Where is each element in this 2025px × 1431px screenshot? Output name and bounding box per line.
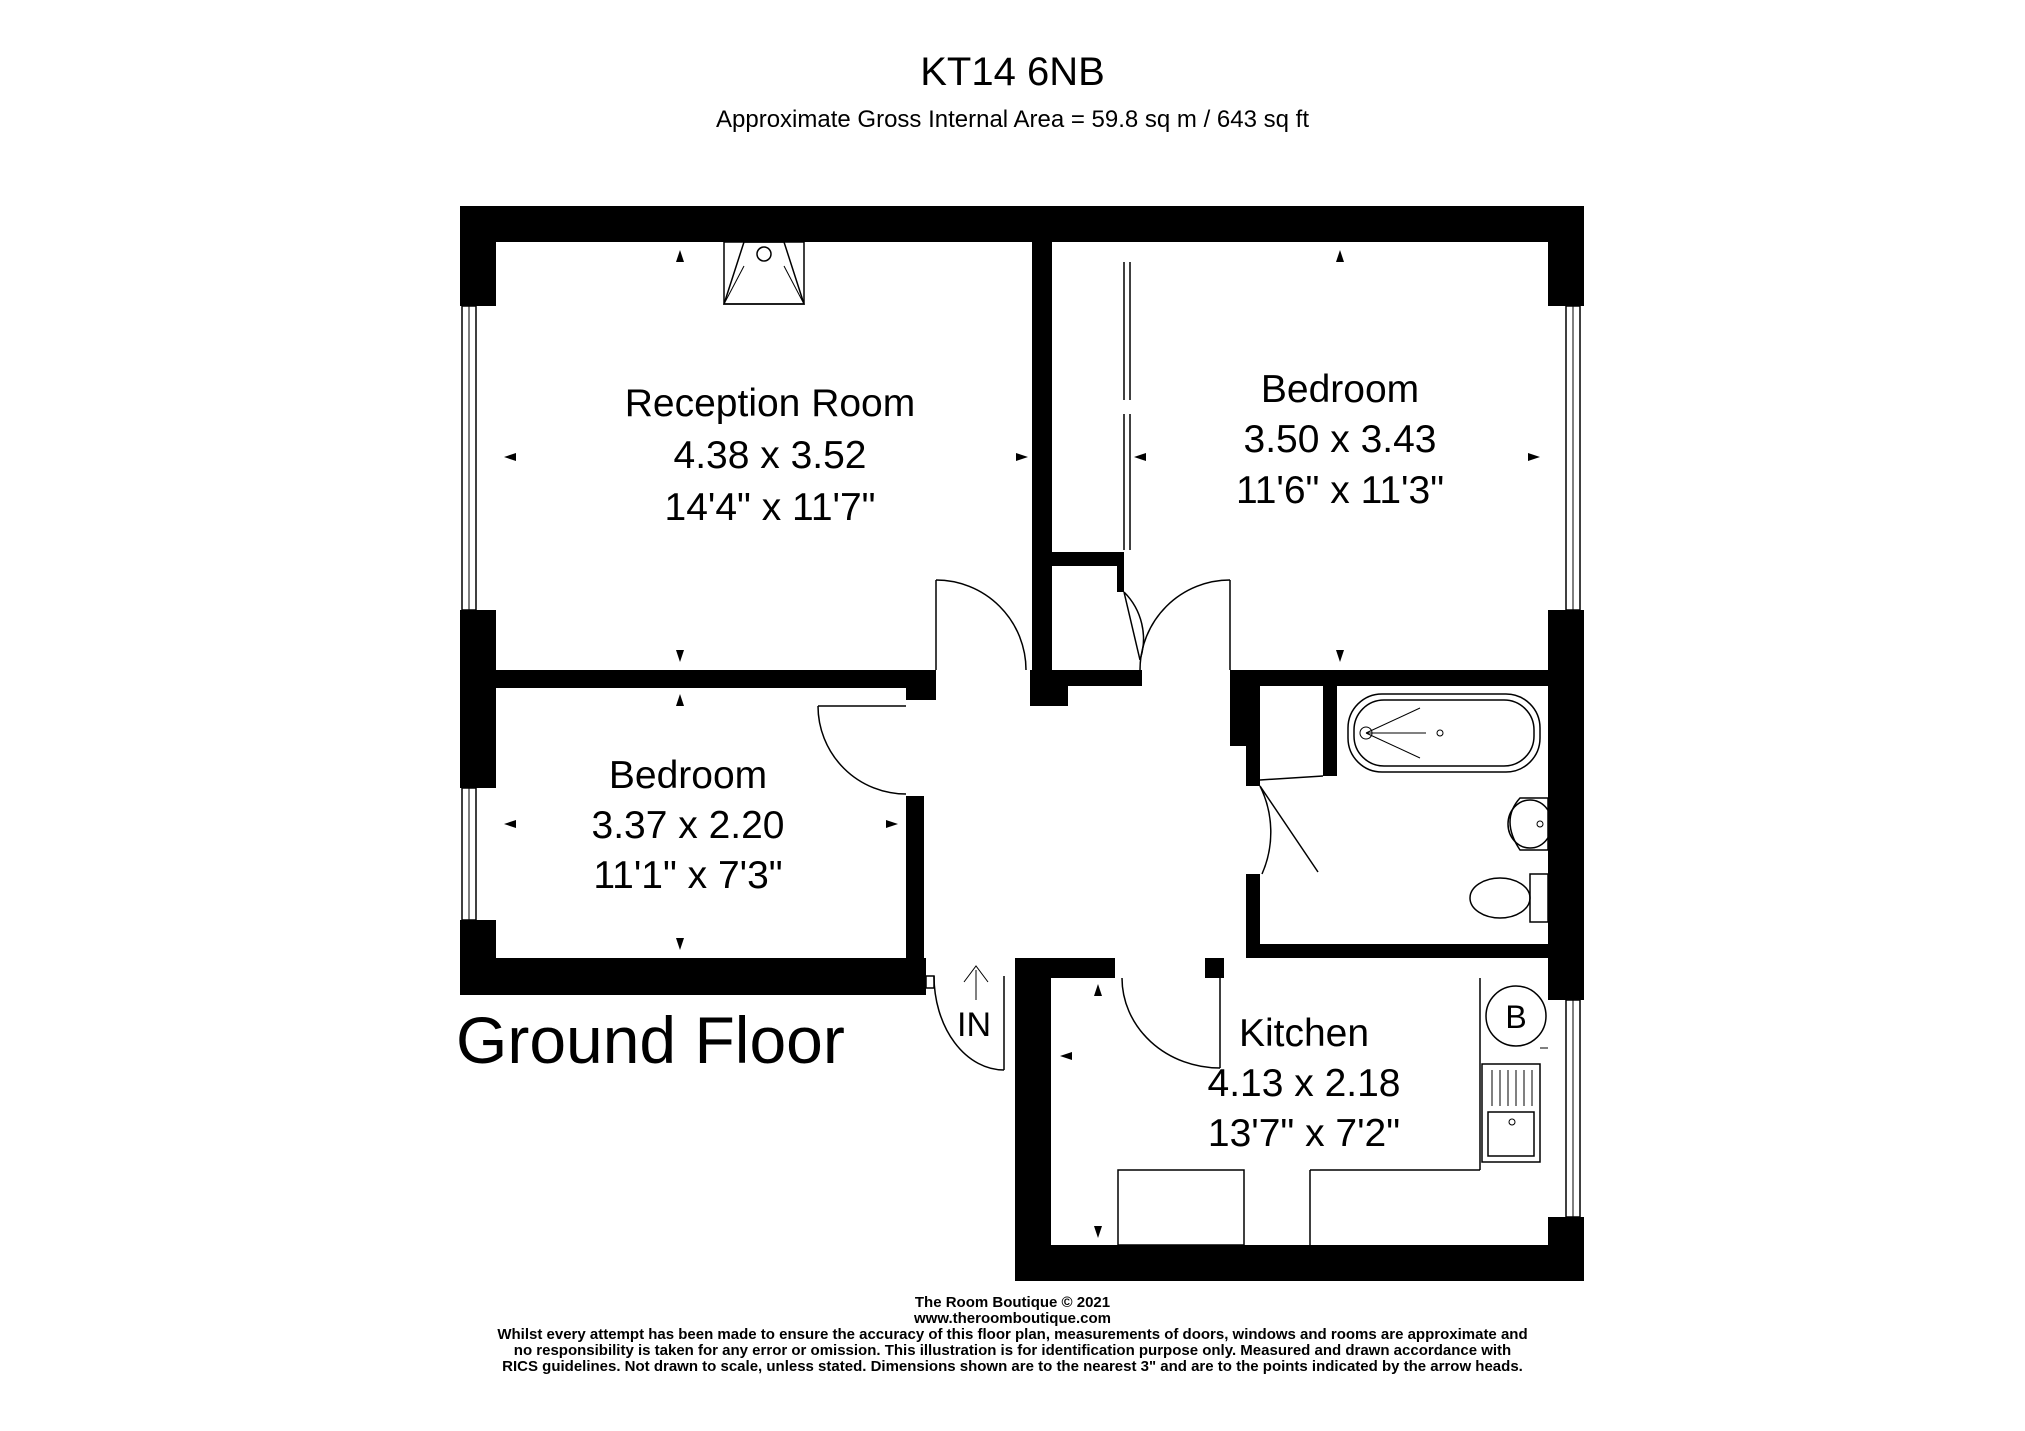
room-name: Bedroom (1260, 368, 1420, 411)
bathroom-fixtures (1348, 694, 1552, 922)
boiler-label: B (1505, 999, 1527, 1035)
company-name: The Room Boutique © 2021 (914, 1294, 1111, 1311)
room-reception (625, 382, 915, 529)
room-imperial: 14'4" x 11'7" (664, 486, 876, 529)
room-bedroom-2 (592, 754, 785, 897)
fireplace (724, 242, 804, 304)
room-imperial: 13'7" x 7'2" (1207, 1112, 1401, 1155)
room-name: Kitchen (1238, 1012, 1370, 1055)
wardrobe-doors (1124, 262, 1130, 550)
room-metric: 3.37 x 2.20 (591, 804, 785, 847)
room-imperial: 11'6" x 11'3" (1235, 469, 1445, 512)
room-imperial: 11'1" x 7'3" (593, 854, 783, 897)
page-title: KT14 6NB (920, 50, 1105, 94)
disclaimer-line: no responsibility is taken for any error or omission. This illustration is for identification purpose only. Measured and drawn accordance with (513, 1342, 1512, 1359)
room-metric: 4.13 x 2.18 (1207, 1062, 1401, 1105)
room-name: Bedroom (608, 754, 768, 797)
entrance-label: IN (957, 1006, 991, 1044)
floor-label: Ground Floor (456, 1003, 845, 1077)
room-metric: 3.50 x 3.43 (1243, 418, 1437, 461)
room-bedroom-1 (1236, 368, 1444, 512)
disclaimer-line: RICS guidelines. Not drawn to scale, unless stated. Dimensions shown are to the nearest 3" and are to the points indicated by the arrow heads. (502, 1358, 1523, 1375)
room-kitchen (1208, 1012, 1401, 1155)
company-website: www.theroomboutique.com (914, 1310, 1111, 1327)
room-metric: 4.38 x 3.52 (673, 434, 867, 477)
gross-area-subtitle: Approximate Gross Internal Area = 59.8 sq m / 643 sq ft (716, 106, 1309, 133)
footer (0, 1295, 2025, 1375)
room-name: Reception Room (624, 382, 916, 425)
disclaimer-line: Whilst every attempt has been made to ensure the accuracy of this floor plan, measurements of doors, windows and rooms are approximate and (497, 1326, 1528, 1343)
